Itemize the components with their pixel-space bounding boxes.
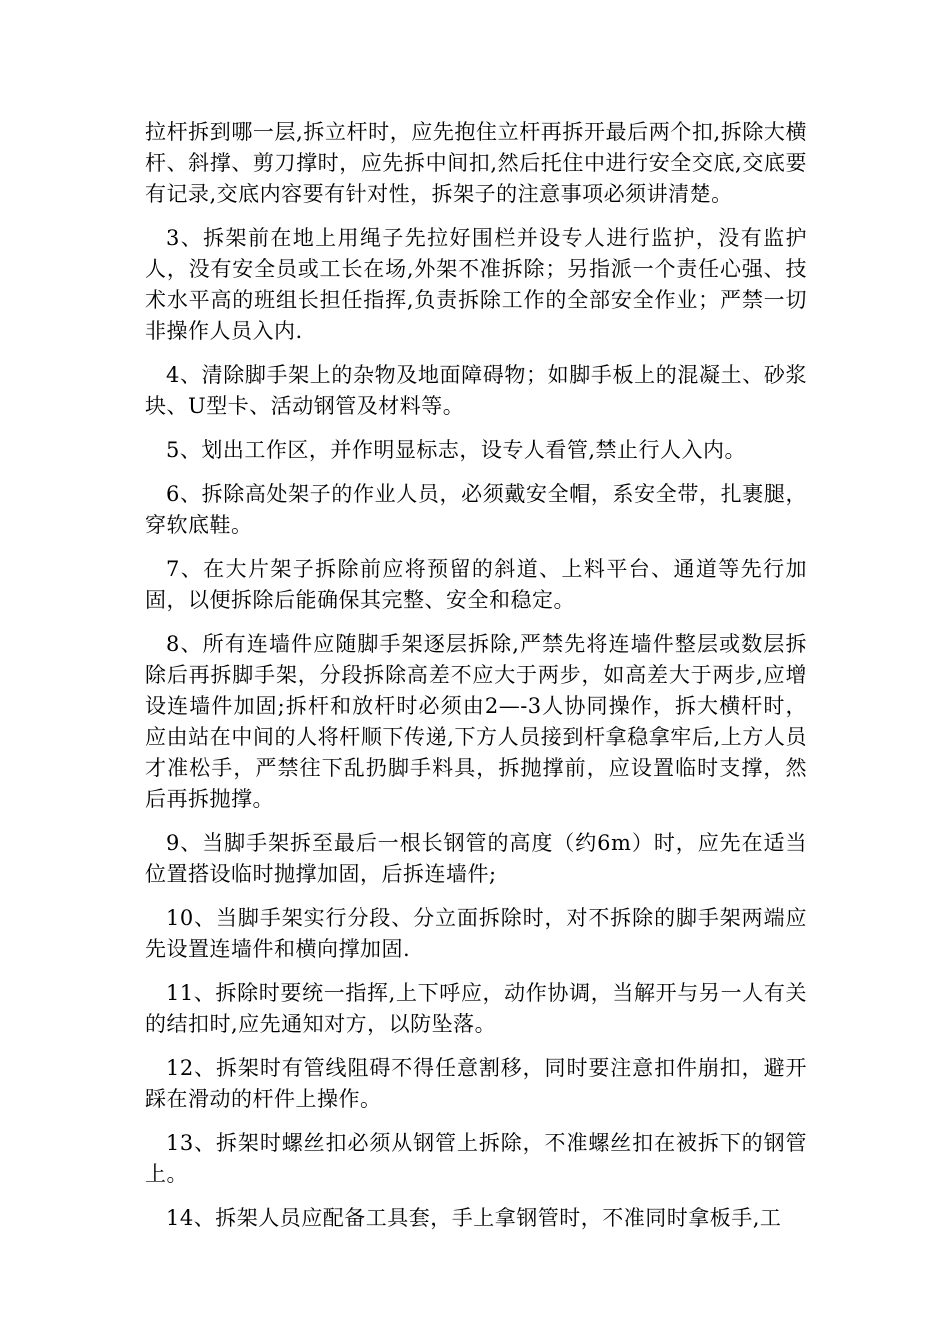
paragraph-item-9: 9、当脚手架拆至最后一根长钢管的高度（约6m）时，应先在适当位置搭设临时抛撑加固，后拆连墙件; [145,831,807,886]
paragraph-item-14: 14、拆架人员应配备工具套，手上拿钢管时，不准同时拿板手,工 [166,1206,782,1230]
paragraph-item-10: 10、当脚手架实行分段、分立面拆除时，对不拆除的脚手架两端应先设置连墙件和横向撑加固. [145,906,807,961]
paragraph-item-12: 12、拆架时有管线阻碍不得任意割移，同时要注意扣件崩扣，避开踩在滑动的杆件上操作。 [145,1056,807,1111]
paragraph-item-7: 7、在大片架子拆除前应将预留的斜道、上料平台、通道等先行加固，以便拆除后能确保其完整、安全和稳定。 [145,557,807,612]
paragraph-item-6: 6、拆除高处架子的作业人员，必须戴安全帽，系安全带，扎裹腿，穿软底鞋。 [145,482,807,537]
paragraph-item-8: 8、所有连墙件应随脚手架逐层拆除,严禁先将连墙件整层或数层拆除后再拆脚手架，分段拆除高差不应大于两步，如高差大于两步,应增设连墙件加固;拆杆和放杆时必须由2—-3人协同操作，拆大横杆时，应由站在中间的人将杆顺下传递,下方人员接到杆拿稳拿牢后,上方人员才准松手，严禁往下乱扔脚手料具，拆抛撑前，应设置临时支撑，然后再拆抛撑。 [145,632,807,811]
paragraph-item-13: 13、拆架时螺丝扣必须从钢管上拆除，不准螺丝扣在被拆下的钢管上。 [145,1131,807,1186]
paragraph-item-3: 3、拆架前在地上用绳子先拉好围栏并设专人进行监护，没有监护人，没有安全员或工长在场,外架不准拆除；另指派一个责任心强、技术水平高的班组长担任指挥,负责拆除工作的全部安全作业；严禁一切非操作人员入内. [145,226,807,343]
document-body [145,117,807,1247]
paragraph-item-4: 4、清除脚手架上的杂物及地面障碍物；如脚手板上的混凝土、砂浆块、U型卡、活动钢管及材料等。 [145,363,807,418]
paragraph-item-5: 5、划出工作区，并作明显标志，设专人看管,禁止行人入内。 [166,438,747,462]
paragraph-continuation: 拉杆拆到哪一层,拆立杆时，应先抱住立杆再拆开最后两个扣,拆除大横杆、斜撑、剪刀撑时，应先拆中间扣,然后托住中进行安全交底,交底要有记录,交底内容要有针对性，拆架子的注意事项必须讲清楚。 [145,120,807,206]
paragraph-item-11: 11、拆除时要统一指挥,上下呼应，动作协调，当解开与另一人有关的结扣时,应先通知对方，以防坠落。 [145,981,807,1036]
